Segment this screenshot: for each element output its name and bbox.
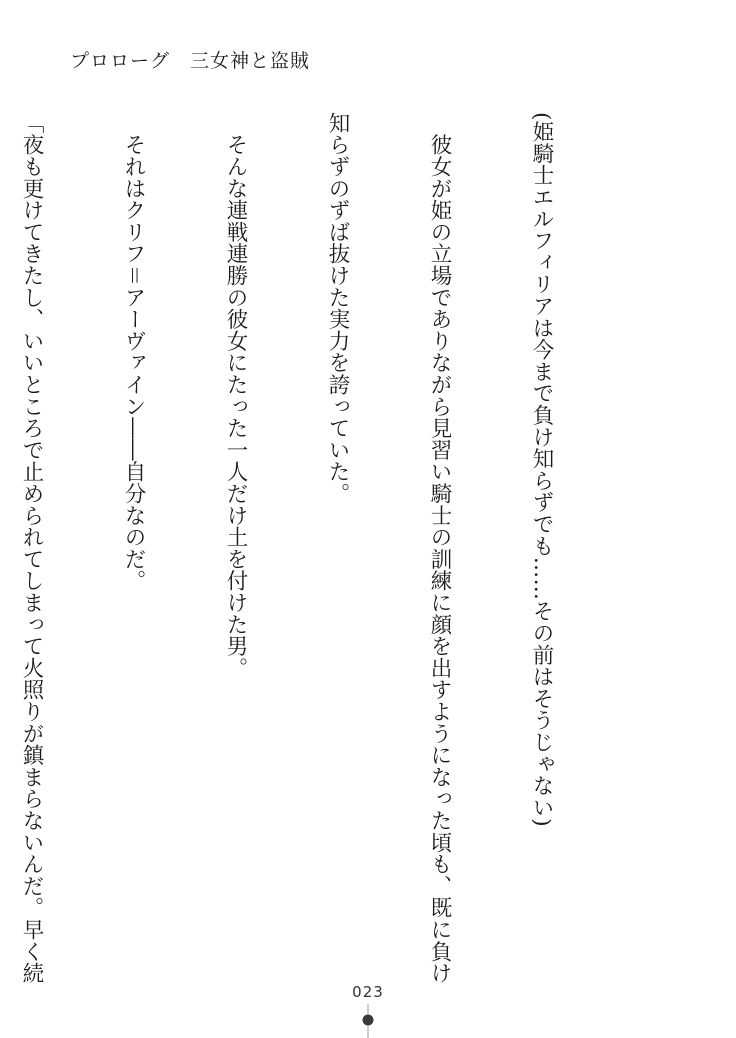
page-number: 023 bbox=[352, 983, 384, 1001]
body-text bbox=[0, 112, 626, 984]
chapter-header: プロローグ 三女神と盗賊 bbox=[70, 50, 311, 72]
text-line: そんな連戦連勝の彼女にたった一人だけ土を付けた男。 bbox=[223, 112, 248, 679]
page-marker-icon bbox=[351, 1004, 385, 1038]
text-line: 知らずのずば抜けた実力を誇っていた。 bbox=[325, 112, 350, 505]
text-line: (姫騎士エルフィリアは今まで負け知らずでも……その前はそうじゃない) bbox=[529, 112, 554, 827]
text-line: 「夜も更けてきたし、いいところで止められてしまって火照りが鎮まらないんだ。早く続 bbox=[19, 112, 44, 984]
text-line: 彼女が姫の立場でありながら見習い騎士の訓練に顔を出すようになった頃も、既に負け bbox=[427, 112, 452, 984]
text-line: それはクリフ＝アーヴァイン――自分なのだ。 bbox=[121, 112, 146, 592]
